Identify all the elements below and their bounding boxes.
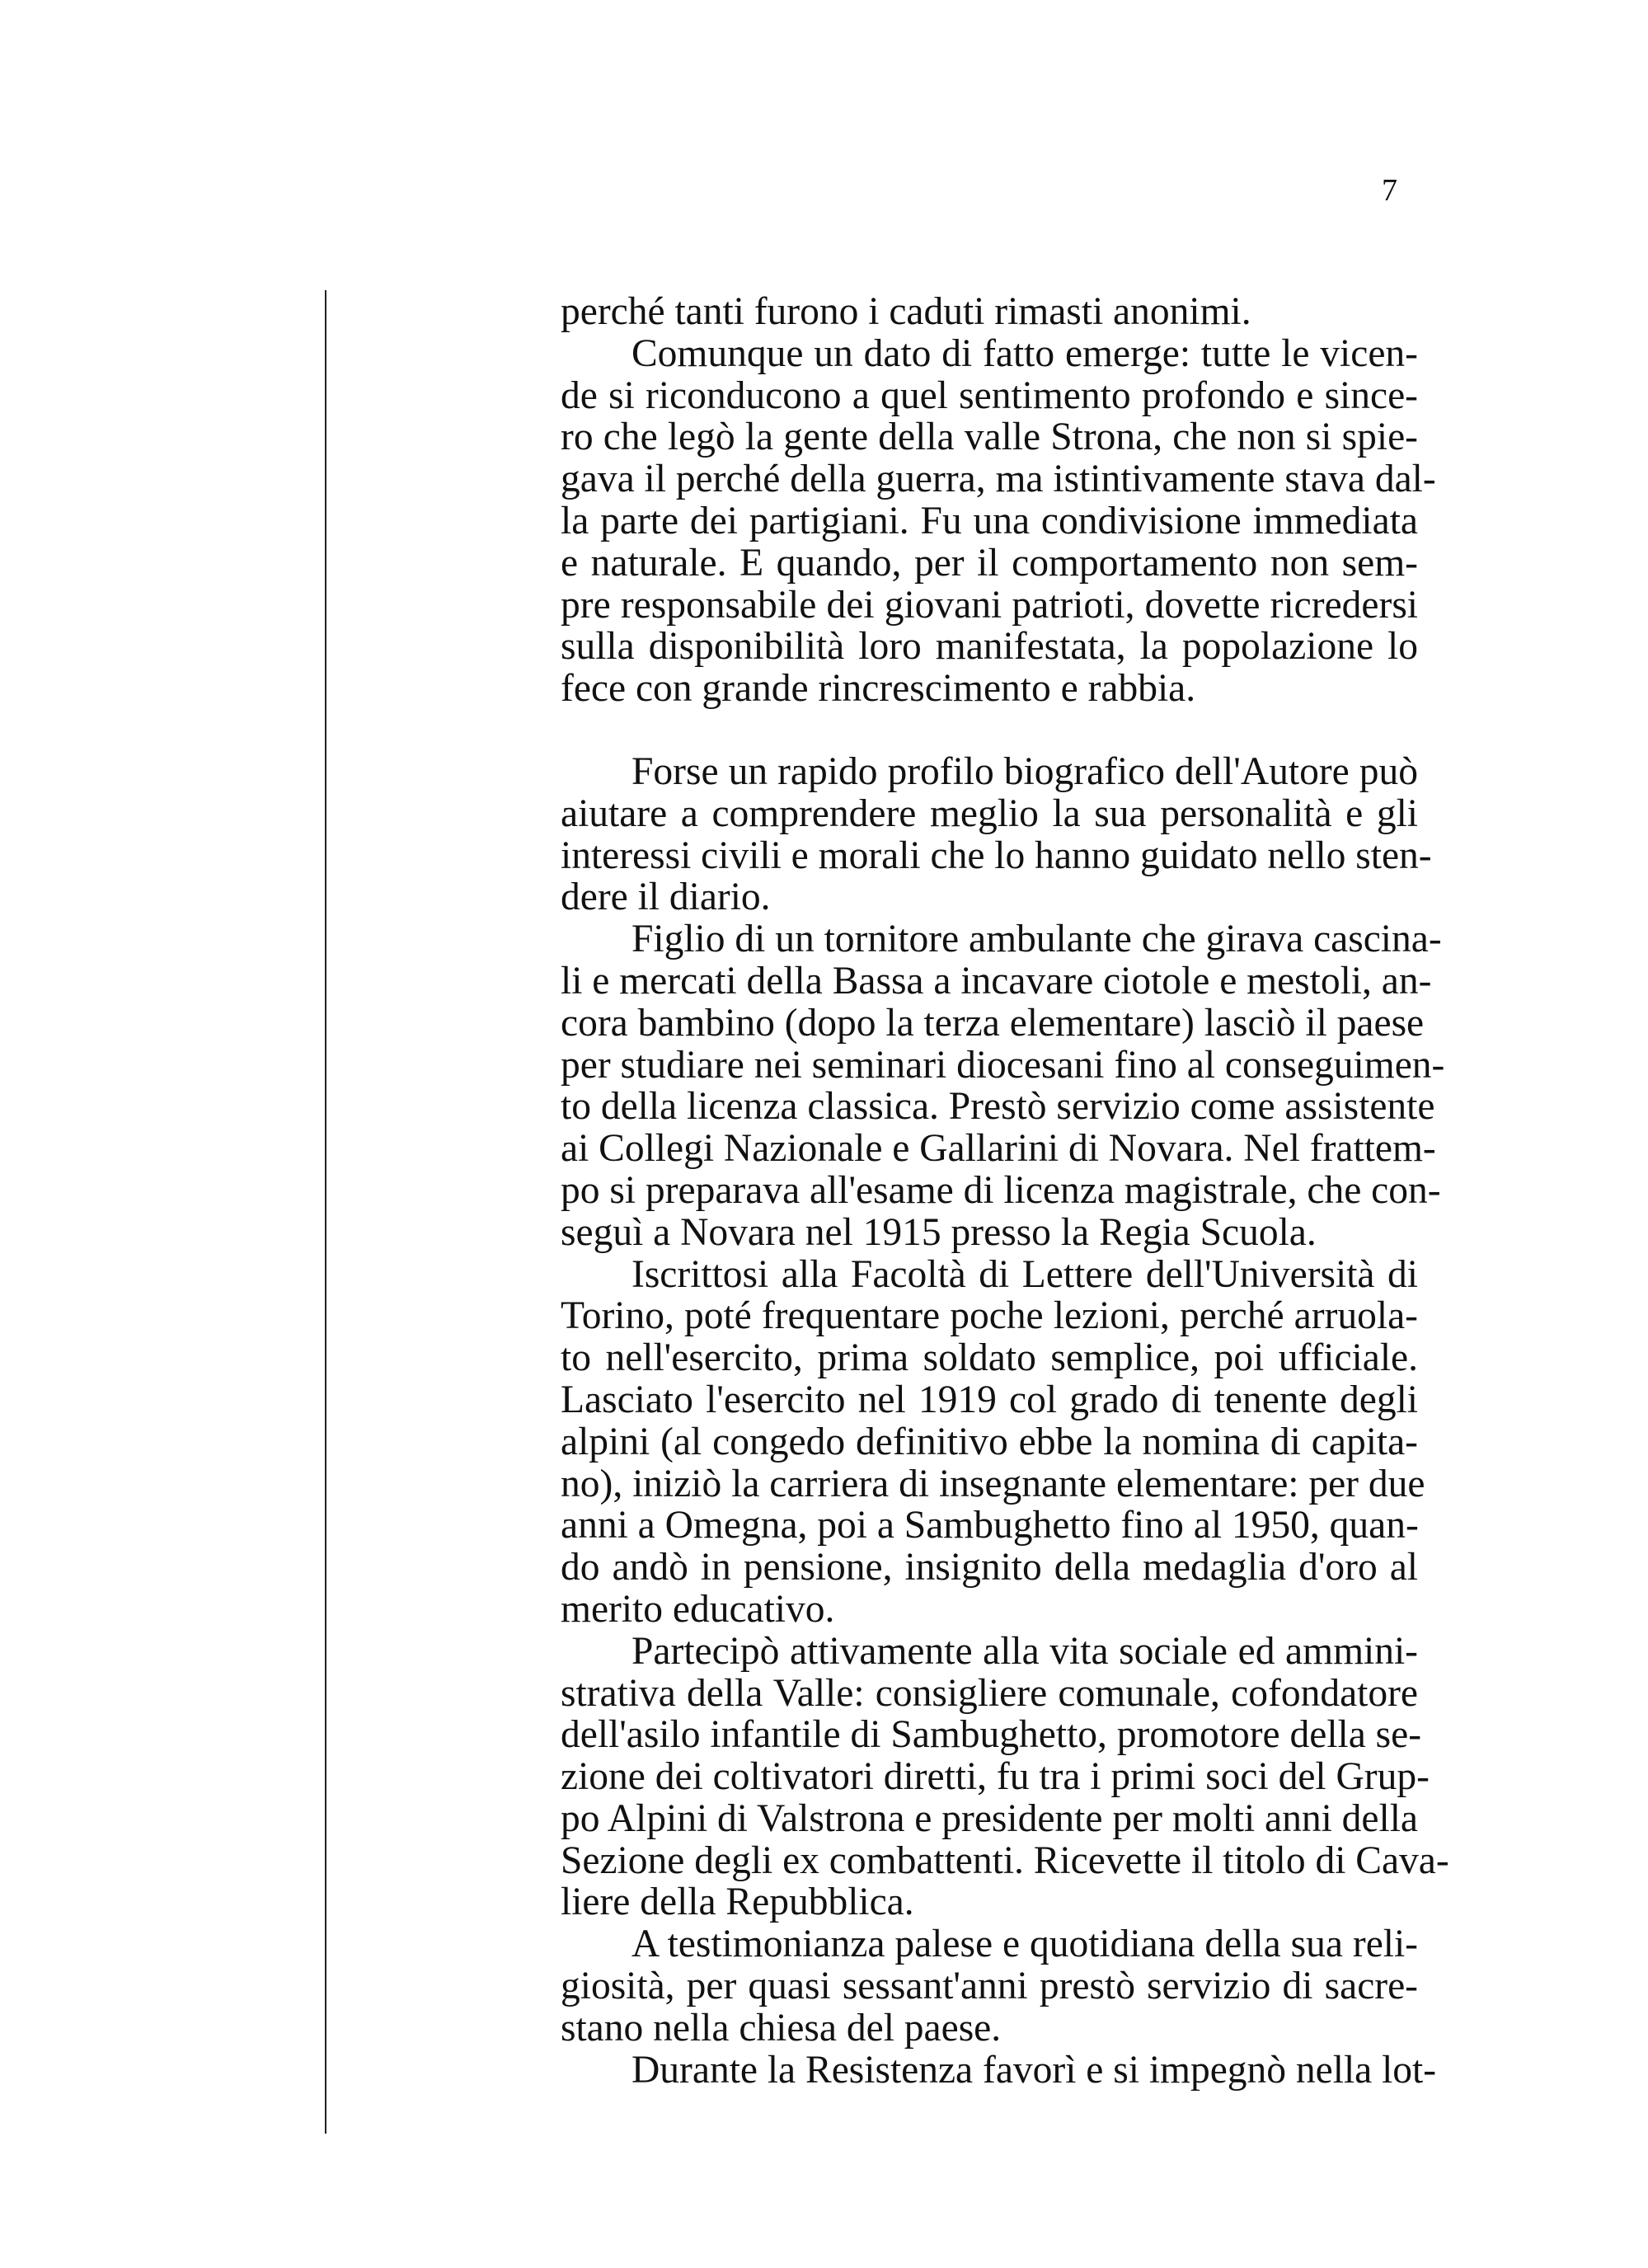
text-line: Lasciato l'esercito nel 1919 col grado di tenente degli xyxy=(561,1378,1418,1421)
text-line: po Alpini di Valstrona e presidente per molti anni della xyxy=(561,1796,1418,1840)
text-line: to nell'esercito, prima soldato semplice, poi ufficiale. xyxy=(561,1336,1418,1380)
text-line: ro che legò la gente della valle Strona, che non si spie- xyxy=(561,416,1418,459)
text-line: Figlio di un tornitore ambulante che girava cascina- xyxy=(631,918,1442,961)
text-line: Iscrittosi alla Facoltà di Lettere dell'Università di xyxy=(631,1252,1418,1296)
text-line: cora bambino (dopo la terza elementare) lasciò il paese xyxy=(561,1001,1425,1045)
body-text xyxy=(561,290,1449,2092)
text-line: dell'asilo infantile di Sambughetto, promotore della se- xyxy=(561,1713,1422,1757)
text-line: Comunque un dato di fatto emerge: tutte le vicen- xyxy=(631,331,1418,375)
paragraph xyxy=(561,291,1418,333)
text-line: la parte dei partigiani. Fu una condivisione immediata xyxy=(561,499,1418,542)
text-line: Forse un rapido profilo biografico dell'Autore può xyxy=(631,749,1418,793)
text-line: giosità, per quasi sessant'anni prestò servizio di sacre- xyxy=(561,1965,1418,2008)
text-line: Partecipò attivamente alla vita sociale ed ammini- xyxy=(631,1629,1418,1673)
text-line: strativa della Valle: consigliere comunale, cofondatore xyxy=(561,1671,1418,1715)
text-line: do andò in pensione, insignito della medaglia d'oro al xyxy=(561,1546,1418,1589)
text-line: sulla disponibilità loro manifestata, la popolazione lo xyxy=(561,625,1418,669)
text-line: interessi civili e morali che lo hanno guidato nello sten- xyxy=(561,833,1432,877)
paragraph xyxy=(561,1252,1425,1631)
paragraph-gap xyxy=(561,710,1418,751)
text-line: alpini (al congedo definitivo ebbe la nomina di capita- xyxy=(561,1420,1418,1463)
text-line: fece con grande rincrescimento e rabbia. xyxy=(561,667,1196,711)
paragraph xyxy=(561,749,1432,919)
paragraph xyxy=(561,1923,1418,2049)
text-line: per studiare nei seminari diocesani fino al conseguimen- xyxy=(561,1043,1445,1087)
text-line: seguì a Novara nel 1915 presso la Regia Scuola. xyxy=(561,1210,1317,1254)
text-line: Sezione degli ex combattenti. Ricevette il titolo di Cava- xyxy=(561,1838,1449,1882)
text-line: po si preparava all'esame di licenza magistrale, che con- xyxy=(561,1168,1441,1212)
text-line: li e mercati della Bassa a incavare ciotole e mestoli, an- xyxy=(561,959,1432,1003)
text-line: to della licenza classica. Prestò servizio come assistente xyxy=(561,1085,1435,1129)
text-line: de si riconducono a quel sentimento profondo e since- xyxy=(561,373,1418,417)
text-line: gava il perché della guerra, ma istintivamente stava dal- xyxy=(561,458,1436,501)
paragraph xyxy=(561,918,1445,1254)
paragraph xyxy=(561,1629,1449,1924)
text-line: e naturale. E quando, per il comportamento non sem- xyxy=(561,541,1418,585)
text-line: ai Collegi Nazionale e Gallarini di Novara. Nel frattem- xyxy=(561,1127,1436,1171)
text-line: aiutare a comprendere meglio la sua personalità e gli xyxy=(561,791,1418,835)
text-line: A testimonianza palese e quotidiana della sua reli- xyxy=(631,1923,1418,1966)
paragraph xyxy=(561,331,1436,711)
text-line: stano nella chiesa del paese. xyxy=(561,2006,1002,2050)
text-line: perché tanti furono i caduti rimasti anonimi. xyxy=(561,290,1251,333)
text-line: zione dei coltivatori diretti, fu tra i primi soci del Grup- xyxy=(561,1755,1430,1799)
text-line: Torino, poté frequentare poche lezioni, perché arruola- xyxy=(561,1294,1418,1338)
page-number: 7 xyxy=(1382,173,1397,208)
text-line: dere il diario. xyxy=(561,876,771,919)
text-line: Durante la Resistenza favorì e si impegnò nella lot- xyxy=(631,2048,1437,2092)
text-line: anni a Omegna, poi a Sambughetto fino al 1950, quan- xyxy=(561,1504,1419,1547)
text-line: liere della Repubblica. xyxy=(561,1881,914,1924)
paragraph xyxy=(561,2048,1437,2092)
text-line: pre responsabile dei giovani patrioti, dovette ricredersi xyxy=(561,583,1418,627)
text-line: no), iniziò la carriera di insegnante elementare: per due xyxy=(561,1462,1425,1505)
margin-rule xyxy=(325,290,326,2134)
text-line: merito educativo. xyxy=(561,1587,835,1631)
